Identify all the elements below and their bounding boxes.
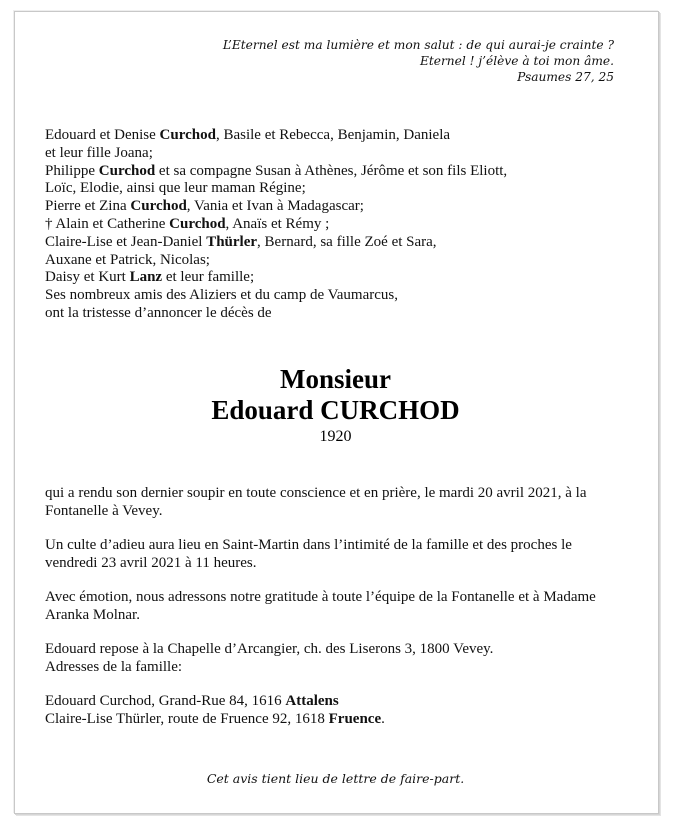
family-text: Edouard et Denise [45,127,160,143]
family-surname: Curchod [130,198,187,215]
bible-verse [223,37,614,85]
verse-line-2: Eternel ! j’élève à toi mon âme. [419,54,614,68]
family-text: et leur fille Joana; [45,144,153,161]
family-text: et sa compagne Susan à Athènes, Jérôme et son fils Eliott, [155,162,508,179]
address-town: Attalens [285,693,339,709]
family-text: Auxane et Patrick, Nicolas; [45,251,210,268]
footer-note: Cet avis tient lieu de lettre de faire-part. [206,771,465,786]
family-surname: Lanz [129,269,163,286]
paragraph-gratitude: Avec émotion, nous adressons notre gratitude à toute l’équipe de la Fontanelle et à Madame Aranka Molnar. [45,589,596,623]
family-line [45,234,507,252]
family-surname: Thürler [206,233,258,250]
address-text: Edouard Curchod, Grand-Rue 84, 1616 [45,693,286,709]
family-text: , Vania et Ivan à Madagascar; [186,198,364,215]
address-text: Claire-Lise Thürler, route de Fruence 92, 1618 [45,711,329,727]
address-line [45,710,625,728]
family-text: Loïc, Elodie, ainsi que leur maman Régine; [45,180,306,197]
family-surname: Curchod [159,127,216,143]
family-text: † Alain et Catherine [45,215,170,232]
addresses-label: Adresses de la famille: [45,659,183,675]
family-surname: Curchod [98,162,156,179]
family-text: Ses nombreux amis des Aliziers et du camp de Vaumarcus, [45,287,398,304]
address-line [45,692,625,710]
family-line [45,216,507,234]
family-line [45,305,507,323]
family-list [45,127,507,323]
address-town: Fruence [328,711,382,727]
family-text: , Basile et Rebecca, Benjamin, Daniela [215,127,451,143]
family-text: Claire-Lise et Jean-Daniel [45,233,207,250]
family-line [45,145,507,163]
paragraph-ceremony: Un culte d’adieu aura lieu en Saint-Martin dans l’intimité de la famille et des proches le vendredi 23 avril 2021 à 11 heures. [45,537,572,571]
family-text: et leur famille; [162,269,255,286]
family-text: Pierre et Zina [45,198,131,215]
deceased-title: Monsieur [280,364,391,394]
verse-reference: Psaumes 27, 25 [517,70,614,84]
deceased-year: 1920 [319,428,352,445]
family-line [45,163,507,181]
address-text: . [381,711,385,727]
family-line [45,127,507,145]
rest-location: Edouard repose à la Chapelle d’Arcangier, ch. des Liserons 3, 1800 Vevey. [45,641,494,657]
family-text: ont la tristesse d’annoncer le décès de [45,304,272,321]
family-line [45,198,507,216]
family-text: , Bernard, sa fille Zoé et Sara, [257,233,437,250]
verse-line-1: L’Eternel est ma lumière et mon salut : de qui aurai-je crainte ? [222,38,614,52]
deceased-name: Edouard CURCHOD [211,395,460,425]
notice-body [45,484,625,728]
family-text: Philippe [45,162,99,179]
family-line [45,252,507,270]
family-text: Daisy et Kurt [45,269,130,286]
family-text: , Anaïs et Rémy ; [225,215,330,232]
deceased-block [14,364,657,447]
family-surname: Curchod [169,215,226,232]
family-line [45,269,507,287]
family-line [45,287,507,305]
paragraph-death: qui a rendu son dernier soupir en toute conscience et en prière, le mardi 20 avril 2021, à la Fontanelle à Vevey. [45,485,587,519]
family-line [45,180,507,198]
